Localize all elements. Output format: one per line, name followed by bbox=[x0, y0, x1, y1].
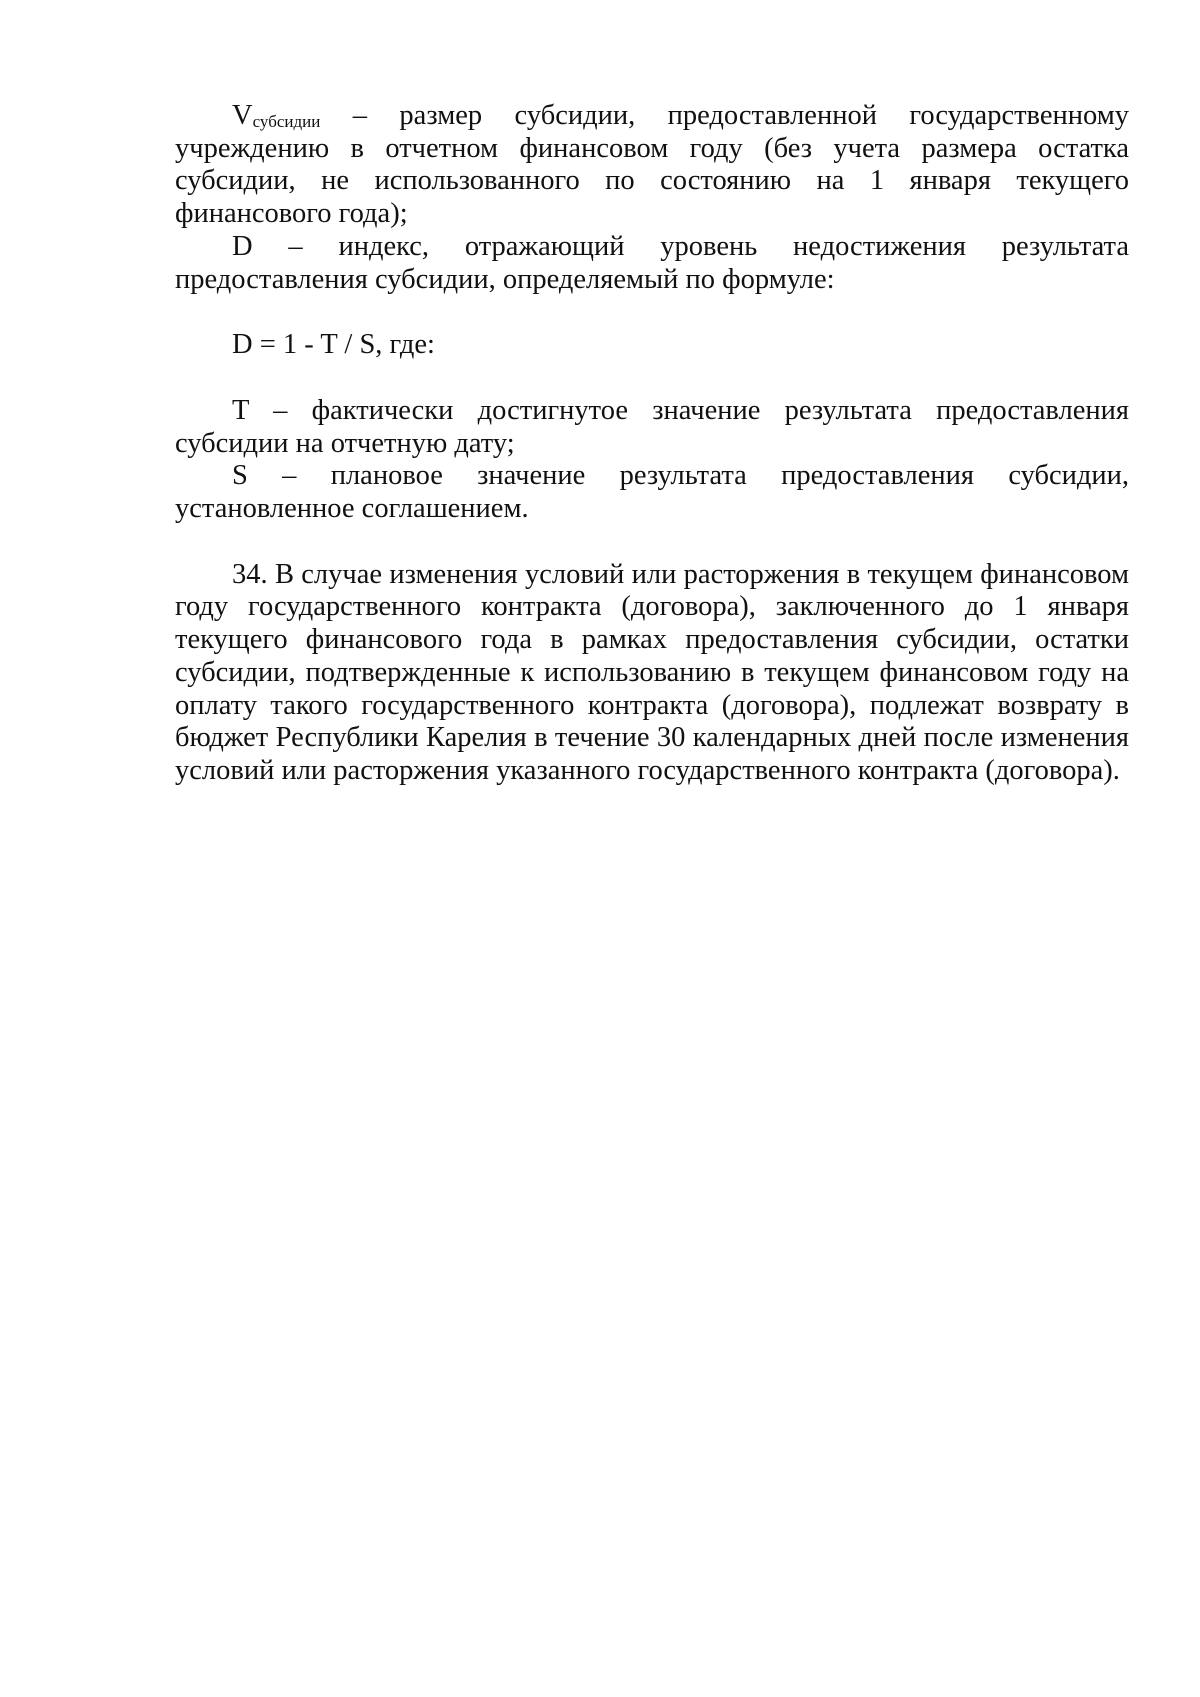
symbol-v-subscript: субсидии bbox=[252, 112, 321, 131]
document-page bbox=[175, 100, 1129, 788]
symbol-v: V bbox=[232, 100, 253, 131]
definition-t-actual: T – фактически достигнутое значение результата предоставления субсидии на отчетную дату; bbox=[175, 394, 1129, 459]
clause-34: 34. В случае изменения условий или расторжения в текущем финансовом году государственного контракта (договора), заключенного до 1 января текущего финансового года в рамках предоставления субсидии, остатки субсидии, подтвержденные к использованию в текущем финансовом году на оплату такого государственного контракта (договора), подлежат возврату в бюджет Республики Карелия в течение 30 календарных дней после изменения условий или расторжения указанного государственного контракта (договора). bbox=[175, 558, 1129, 786]
definition-s-planned: S – плановое значение результата предоставления субсидии, установленное соглашением. bbox=[175, 460, 1129, 525]
formula-d: D = 1 - T / S, где: bbox=[232, 329, 435, 361]
definition-v-text: – размер субсидии, предоставленной государственному учреждению в отчетном финансовом году (без учета размера остатка субсидии, не использованного по состоянию на 1 января текущего финансового года); bbox=[175, 100, 1129, 230]
spacer bbox=[175, 362, 1129, 395]
spacer bbox=[175, 526, 1129, 559]
spacer bbox=[175, 296, 1129, 329]
definition-v-subsidy bbox=[175, 100, 1129, 231]
definition-d-index: D – индекс, отражающий уровень недостижения результата предоставления субсидии, определяемый по формуле: bbox=[175, 230, 1129, 295]
